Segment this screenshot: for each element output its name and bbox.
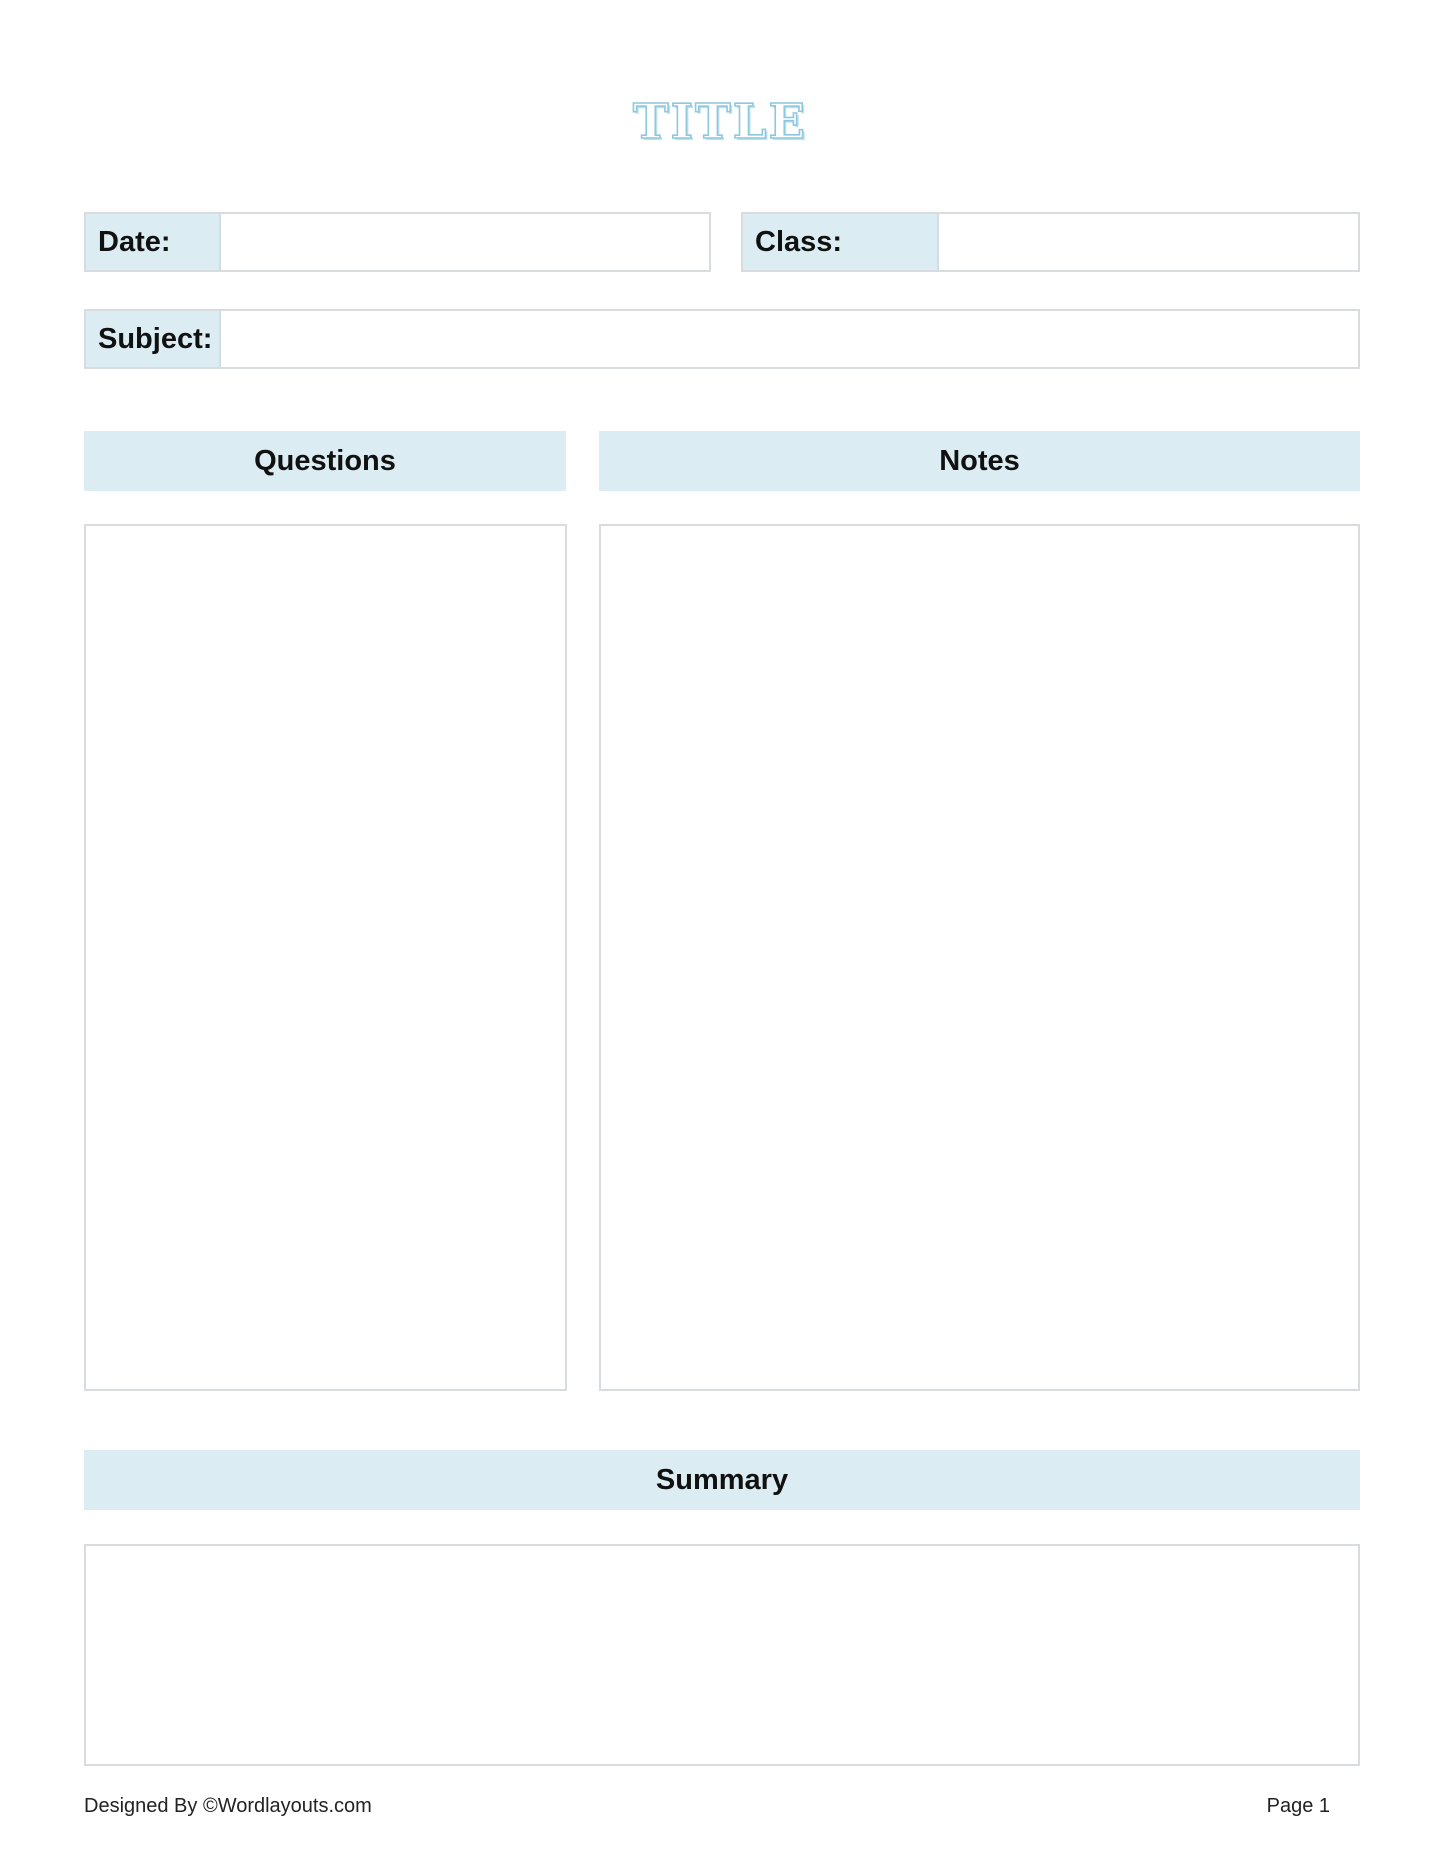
notes-header: Notes: [599, 431, 1360, 491]
date-input[interactable]: [221, 214, 709, 270]
questions-header: Questions: [84, 431, 566, 491]
class-field-row: [741, 212, 1360, 272]
page-title: TITLE: [632, 94, 808, 150]
date-label: Date:: [86, 214, 221, 270]
class-label: Class:: [743, 214, 939, 270]
summary-box[interactable]: [84, 1544, 1360, 1766]
footer-credit: Designed By ©Wordlayouts.com: [84, 1795, 372, 1817]
date-field-row: [84, 212, 711, 272]
footer-page-number: Page 1: [1266, 1795, 1330, 1817]
subject-label: Subject:: [86, 311, 221, 367]
summary-header: Summary: [84, 1450, 1360, 1510]
questions-box[interactable]: [84, 524, 567, 1391]
subject-input[interactable]: [221, 311, 1358, 367]
class-input[interactable]: [939, 214, 1358, 270]
subject-field-row: [84, 309, 1360, 369]
notes-box[interactable]: [599, 524, 1360, 1391]
